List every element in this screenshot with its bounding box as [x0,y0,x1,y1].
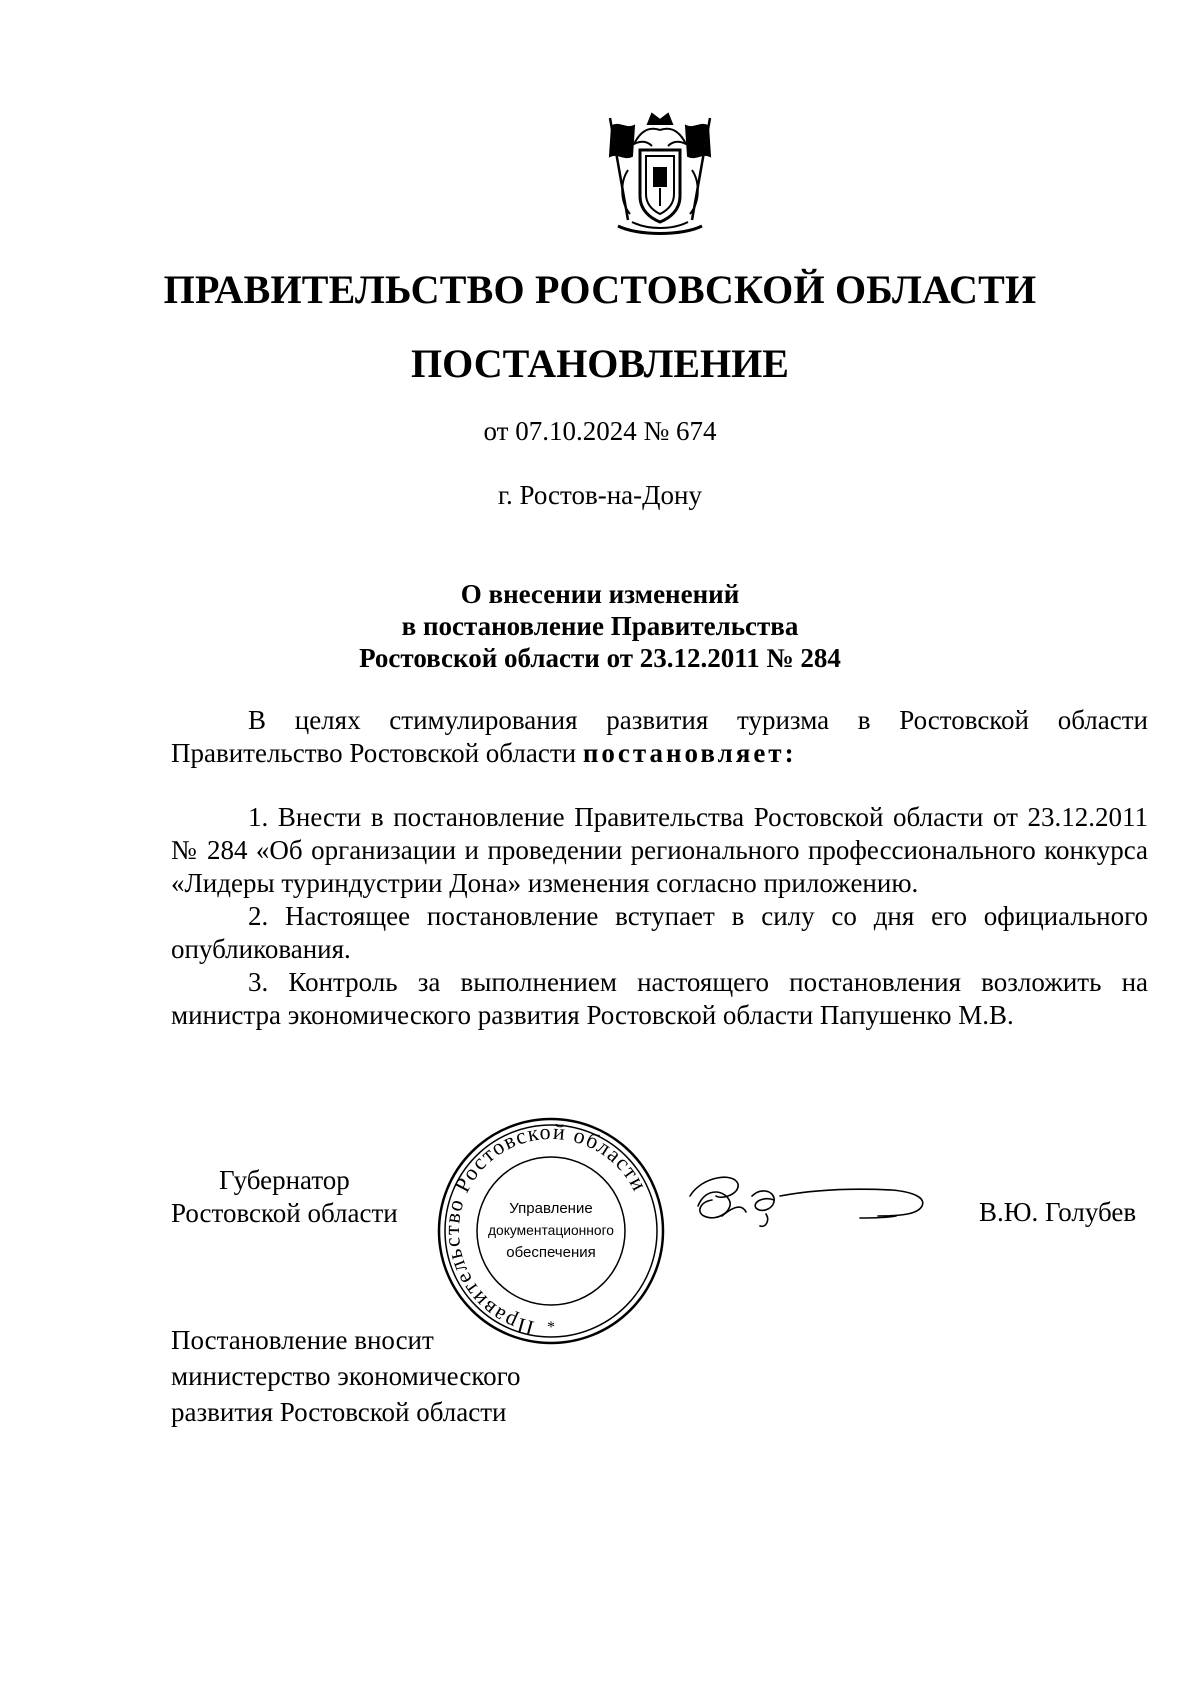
seal-inner-line: Управление [509,1200,593,1217]
resolution-item: 2. Настоящее постановление вступает в силу со дня его официального опубликования. [171,901,1148,964]
submitter-line: министерство экономического [171,1361,521,1391]
organization-title: ПРАВИТЕЛЬСТВО РОСТОВСКОЙ ОБЛАСТИ [163,267,1037,312]
signatory-name: В.Ю. Голубев [979,1197,1137,1227]
subject-line: в постановление Правительства [401,611,799,641]
resolution-keyword: постановляет: [582,738,797,768]
seal-inner-line: документационного [488,1222,615,1238]
document-type-title: ПОСТАНОВЛЕНИЕ [411,341,789,386]
resolution-item: 3. Контроль за выполнением настоящего постановления возложить на министра экономического развития Ростовской области Папушенко М.В. [171,967,1148,1030]
document-date-number: от 07.10.2024 № 674 [483,416,717,446]
coat-of-arms-emblem [598,110,722,240]
submitter-line: Постановление вносит [171,1325,434,1355]
seal-star-icon: * [547,1319,555,1336]
subject-line: Ростовской области от 23.12.2011 № 284 [359,643,841,673]
signatory-position-line: Губернатор [219,1165,350,1195]
submitter-line: развития Ростовской области [171,1397,507,1427]
preamble-text: В целях стимулирования развития туризма в Ростовской области Правительство Ростовской области [171,705,1148,768]
handwritten-signature [682,1166,932,1236]
official-seal [436,1116,666,1346]
submitter-note [171,1322,520,1430]
subject-line: О внесении изменений [460,579,740,609]
preamble-paragraph [171,704,1148,770]
resolution-item: 1. Внести в постановление Правительства Ростовской области от 23.12.2011 № 284 «Об организации и проведении регионального профессионального конкурса «Лидеры туриндустрии Дона» изменения согласно приложению. [171,802,1148,898]
document-subject [300,578,900,674]
signatory-position [171,1164,398,1230]
resolution-items [171,801,1148,1032]
document-city: г. Ростов-на-Дону [497,480,702,510]
seal-outer-text: Правительство Ростовской области [438,1118,653,1342]
seal-inner-line: обеспечения [506,1244,596,1261]
signatory-position-line: Ростовской области [171,1198,398,1228]
